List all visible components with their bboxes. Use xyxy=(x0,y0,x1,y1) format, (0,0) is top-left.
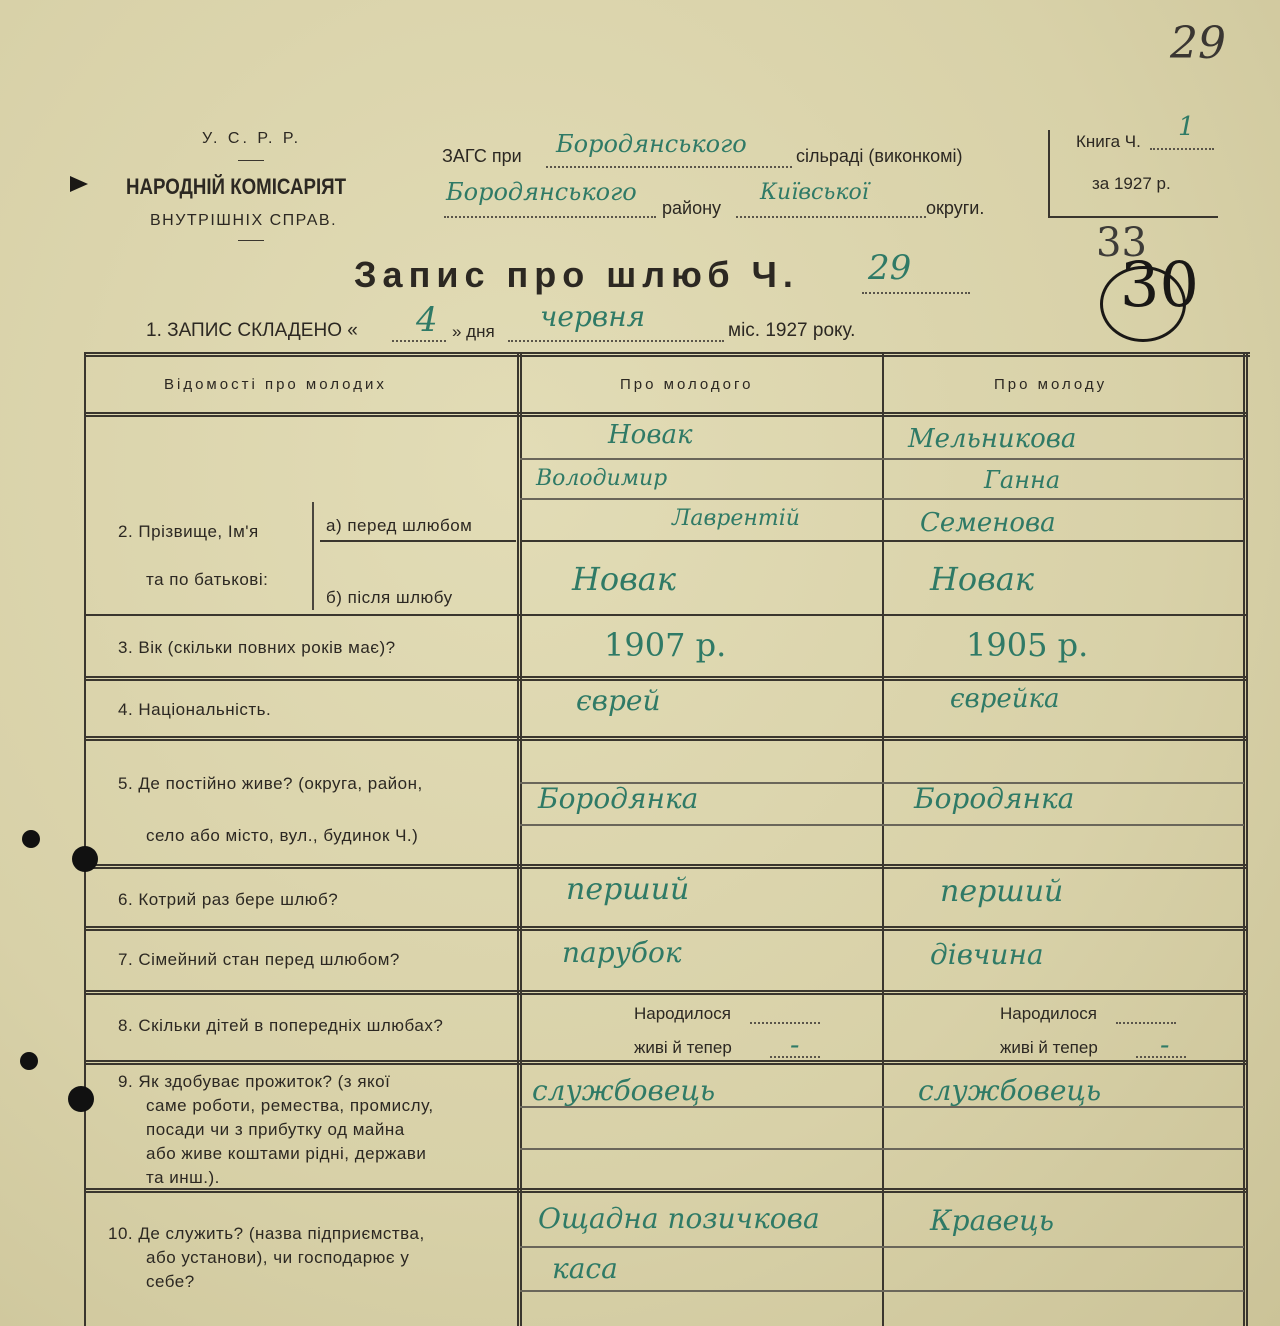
row3-label: 3. Вік (скільки повних років має)? xyxy=(118,638,396,657)
row4-label: 4. Національність. xyxy=(118,700,272,719)
binder-hole xyxy=(22,830,40,848)
month-dots xyxy=(508,340,724,342)
name-brace xyxy=(312,502,314,610)
row-sep xyxy=(84,864,1248,869)
cell-line xyxy=(520,498,1244,500)
groom-alive-label: живі й тепер xyxy=(634,1038,732,1057)
groom-surname: Новак xyxy=(608,420,693,450)
book-label: Книга Ч. xyxy=(1076,132,1141,151)
row-sep xyxy=(84,1188,1248,1193)
bride-workplace: Кравець xyxy=(930,1204,1054,1237)
cell-line xyxy=(520,1148,1244,1150)
row-sep xyxy=(84,614,1248,616)
row-sep xyxy=(84,412,1248,417)
table-top xyxy=(84,352,1250,357)
row-sep xyxy=(84,736,1248,741)
col-header-groom: Про молодого xyxy=(620,376,754,393)
margin-30: 30 xyxy=(1120,248,1199,321)
book-year: за 1927 р. xyxy=(1092,174,1171,193)
row10-label-1: 10. Де служить? (назва підприємства, xyxy=(108,1224,425,1243)
bride-marital-status: дівчина xyxy=(930,938,1044,971)
bride-occupation: службовець xyxy=(918,1074,1102,1107)
groom-born-dots xyxy=(750,1022,820,1024)
groom-surname-after: Новак xyxy=(572,560,676,598)
row-sep xyxy=(84,926,1248,931)
title-number: 29 xyxy=(868,248,912,288)
bride-name: Ганна xyxy=(984,466,1061,494)
internal-affairs-label: ВНУТРІШНІХ СПРАВ. xyxy=(150,212,338,229)
row-sep xyxy=(84,676,1248,681)
margin-arrow xyxy=(70,176,88,192)
bride-alive-label: живі й тепер xyxy=(1000,1038,1098,1057)
row5-label-2: село або місто, вул., будинок Ч.) xyxy=(146,826,419,845)
silradi-label: сільраді (виконкомі) xyxy=(796,146,963,166)
row9-label-5: та инш.). xyxy=(146,1168,220,1187)
raion-hand: Бородянського xyxy=(446,178,637,206)
groom-marital-status: парубок xyxy=(562,936,682,969)
row2-label-1: 2. Прізвище, Ім'я xyxy=(118,522,259,541)
bride-alive-value: - xyxy=(1160,1028,1170,1061)
bride-patronymic: Семенова xyxy=(920,508,1056,538)
corner-number: 29 xyxy=(1170,18,1226,69)
cell-line xyxy=(520,540,1244,542)
row10-label-2: або установи), чи господарює у xyxy=(146,1248,410,1267)
record-label: 1. ЗАПИС СКЛАДЕНО « xyxy=(146,320,358,341)
zags-hand: Бородянського xyxy=(556,130,747,158)
col-header-bride: Про молоду xyxy=(994,376,1108,393)
day-dots xyxy=(392,340,446,342)
title-dots xyxy=(862,292,970,294)
groom-residence: Бородянка xyxy=(538,782,699,815)
book-dots xyxy=(1150,148,1214,150)
ussr-label: У. С. Р. Р. xyxy=(202,130,302,147)
cell-line xyxy=(520,1246,1244,1248)
binder-hole xyxy=(68,1086,94,1112)
row-sep xyxy=(84,990,1248,995)
groom-nationality: єврей xyxy=(576,684,661,717)
book-number: 1 xyxy=(1178,112,1195,142)
row7-label: 7. Сімейний стан перед шлюбом? xyxy=(118,950,400,969)
row9-label-2: саме роботи, ремества, промислу, xyxy=(146,1096,434,1115)
row2-sub-a: а) перед шлюбом xyxy=(326,516,473,535)
table-left xyxy=(84,352,86,1326)
commissariat-label: НАРОДНІЙ КОМІСАРІЯТ xyxy=(126,174,347,199)
row5-label-1: 5. Де постійно живе? (округа, район, xyxy=(118,774,423,793)
bride-residence: Бородянка xyxy=(914,782,1075,815)
bride-born-label: Народилося xyxy=(1000,1004,1097,1023)
record-day: 4 xyxy=(416,300,438,340)
row9-label-4: або живе коштами рідні, держави xyxy=(146,1144,427,1163)
okrug-hand: Київської xyxy=(760,180,869,205)
zags-label: ЗАГС при xyxy=(442,146,522,166)
row6-label: 6. Котрий раз бере шлюб? xyxy=(118,890,339,909)
sub-a-underline xyxy=(320,540,516,542)
groom-born-label: Народилося xyxy=(634,1004,731,1023)
row2-label-2: та по батькові: xyxy=(146,570,269,589)
margin-33: 33 xyxy=(1096,220,1147,266)
raion-dots xyxy=(444,216,656,218)
bride-age: 1905 р. xyxy=(966,626,1089,664)
row8-label: 8. Скільки дітей в попередніх шлюбах? xyxy=(118,1016,444,1035)
bride-nationality: єврейка xyxy=(950,684,1060,714)
groom-workplace-2: каса xyxy=(552,1252,618,1285)
row9-label-1: 9. Як здобуває прожиток? (з якої xyxy=(118,1072,391,1091)
bride-marriage-count: перший xyxy=(940,874,1064,909)
row9-label-3: посади чи з прибутку од майна xyxy=(146,1120,405,1139)
col-header-info: Відомості про молодих xyxy=(164,376,387,393)
cell-line xyxy=(520,1290,1244,1292)
row10-label-3: себе? xyxy=(146,1272,195,1291)
groom-patronymic: Лаврентій xyxy=(672,506,800,531)
cell-line xyxy=(520,458,1244,460)
groom-marriage-count: перший xyxy=(566,872,690,907)
groom-name: Володимир xyxy=(536,466,668,491)
header-divider-2 xyxy=(238,240,264,241)
record-mid: » дня xyxy=(452,322,495,341)
groom-occupation: службовець xyxy=(532,1074,716,1107)
okrug-label: округи. xyxy=(926,198,985,218)
bride-surname: Мельникова xyxy=(908,424,1077,454)
page-title: Запис про шлюб Ч. xyxy=(354,254,799,295)
groom-alive-value: - xyxy=(790,1028,800,1061)
groom-age: 1907 р. xyxy=(604,626,727,664)
binder-hole xyxy=(72,846,98,872)
cell-line xyxy=(520,824,1244,826)
row-sep xyxy=(84,1060,1248,1065)
record-tail: міс. 1927 року. xyxy=(728,320,856,341)
okrug-dots xyxy=(736,216,926,218)
groom-workplace-1: Ощадна позичкова xyxy=(538,1202,820,1235)
header-divider xyxy=(238,160,264,161)
bride-born-dots xyxy=(1116,1022,1176,1024)
zags-dots xyxy=(546,166,792,168)
bride-surname-after: Новак xyxy=(930,560,1034,598)
raion-label: району xyxy=(662,198,722,218)
binder-hole xyxy=(20,1052,38,1070)
row2-sub-b: б) після шлюбу xyxy=(326,588,453,607)
record-month: червня xyxy=(540,300,646,333)
